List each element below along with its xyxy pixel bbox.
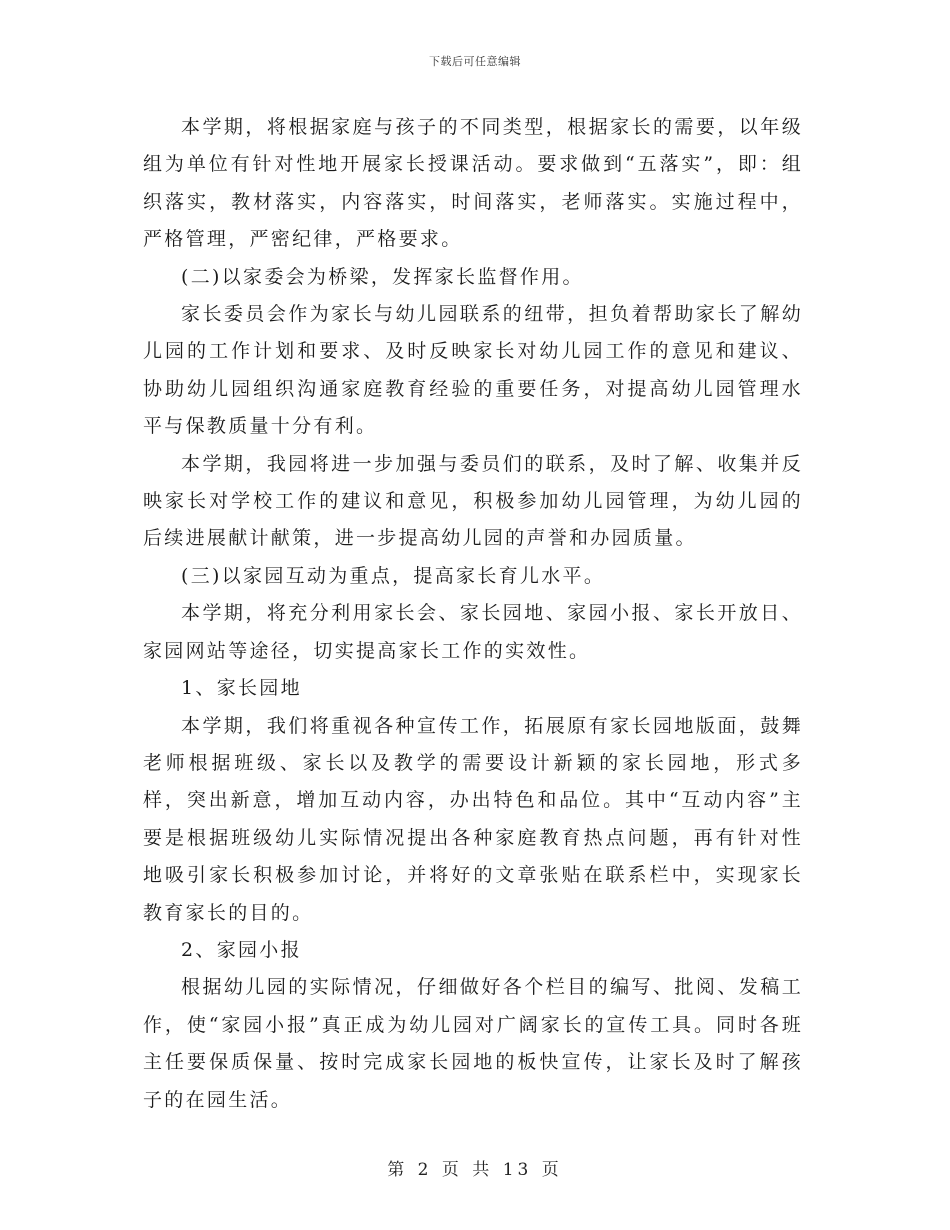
subheading-parent-corner: 1、家长园地	[181, 677, 302, 700]
paragraph-parent-corner: 本学期，我们将重视各种宣传工作，拓展原有家长园地版面，鼓舞老师根据班级、家长以及教学的需要设计新颖的家长园地，形式多样，突出新意，增加互动内容，办出特色和品位。其中“互动内容”主要是根据班级幼儿实际情况提出各种家庭教育热点问题，再有针对性地吸引家长积极参加讨论，并将好的文章张贴在联系栏中，实现家长教育家长的目的。	[143, 714, 803, 924]
paragraph-intro: 本学期，将根据家庭与孩子的不同类型，根据家长的需要，以年级组为单位有针对性地开展家长授课活动。要求做到“五落实”，即：组织落实，教材落实，内容落实，时间落实，老师落实。实施过程中，严格管理，严密纪律，严格要求。	[143, 116, 803, 251]
subheading-newsletter: 2、家园小报	[181, 938, 302, 961]
page-header: 下载后可任意编辑	[429, 55, 521, 68]
paragraph-interaction: 本学期，将充分利用家长会、家长园地、家园小报、家长开放日、家园网站等途径，切实提高家长工作的实效性。	[143, 602, 803, 662]
paragraph-committee-plan: 本学期，我园将进一步加强与委员们的联系，及时了解、收集并反映家长对学校工作的建议和意见，积极参加幼儿园管理，为幼儿园的后续进展献计献策，进一步提高幼儿园的声誉和办园质量。	[143, 452, 803, 550]
paragraph-committee: 家长委员会作为家长与幼儿园联系的纽带，担负着帮助家长了解幼儿园的工作计划和要求、及时反映家长对幼儿园工作的意见和建议、协助幼儿园组织沟通家庭教育经验的重要任务，对提高幼儿园管理水平与保教质量十分有利。	[143, 303, 803, 438]
section-heading-2: (二)以家委会为桥梁，发挥家长监督作用。	[181, 265, 584, 288]
page-number: 第 2 页 共 13 页	[387, 1160, 563, 1180]
paragraph-newsletter: 根据幼儿园的实际情况，仔细做好各个栏目的编写、批阅、发稿工作，使“家园小报”真正成为幼儿园对广阔家长的宣传工具。同时各班主任要保质保量、按时完成家长园地的板快宣传，让家长及时了解孩子的在园生活。	[143, 976, 803, 1111]
document-body	[143, 109, 803, 1119]
section-heading-3: (三)以家园互动为重点，提高家长育儿水平。	[181, 564, 606, 587]
